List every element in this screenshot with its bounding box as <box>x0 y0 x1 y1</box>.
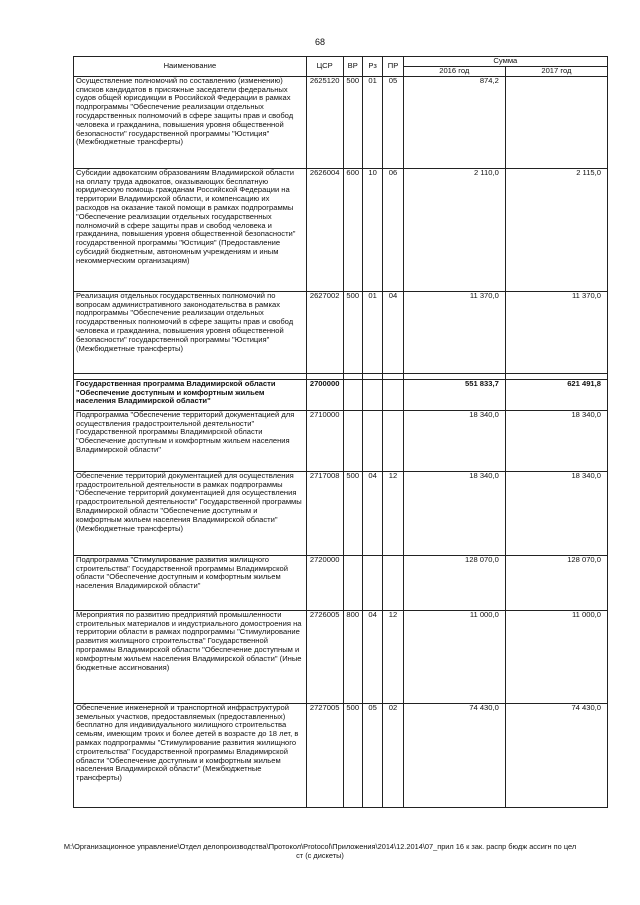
row-rz: 10 <box>362 168 382 291</box>
row-pr: 06 <box>383 168 403 291</box>
row-rz: 01 <box>362 291 382 373</box>
row-name: Мероприятия по развитию предприятий промышленности строительных материалов и индустриального домостроения на территории области в рамках подпрограммы "Стимулирование развития жилищного строительства" Государственной программы Владимирской области "Обеспечение доступным и комфортным жильем населения Владимирской области" (Иные бюджетные ассигнования) <box>74 610 307 703</box>
row-name: Реализация отдельных государственных полномочий по вопросам административного законодательства в рамках подпрограммы "Обеспечение реализации отдельных государственных полномочий в сфере защиты прав и свобод человека и гражданина, повышения уровня общественной безопасности" государственной программы "Юстиция" (Межбюджетные трансферты) <box>74 291 307 373</box>
row-2017: 11 000,0 <box>505 610 607 703</box>
row-2016: 551 833,7 <box>403 379 505 410</box>
budget-table <box>73 56 608 808</box>
row-pr: 12 <box>383 471 403 555</box>
row-pr: 02 <box>383 703 403 807</box>
row-2017: 11 370,0 <box>505 291 607 373</box>
row-2016: 18 340,0 <box>403 410 505 471</box>
row-vr: 500 <box>343 471 362 555</box>
row-2016: 11 370,0 <box>403 291 505 373</box>
row-name: Обеспечение территорий документацией для осуществления градостроительной деятельности в рамках подпрограммы "Обеспечение территорий документацией для осуществления градостроительной деятельности" Государственной программы Владимирской области "Обеспечение доступным и комфортным жильем населения Владимирской области" (Межбюджетные трансферты) <box>74 471 307 555</box>
row-pr: 12 <box>383 610 403 703</box>
table-row <box>74 555 608 610</box>
row-csr: 2726005 <box>306 610 343 703</box>
row-name: Подпрограмма "Обеспечение территорий документацией для осуществления градостроительной деятельности" Государственной программы Владимирской области "Обеспечение доступным и комфортным жильем населения Владимирской области" <box>74 410 307 471</box>
row-pr <box>383 555 403 610</box>
row-name: Государственная программа Владимирской области "Обеспечение доступным и комфортным жильем населения Владимирской области" <box>74 379 307 410</box>
row-vr: 500 <box>343 703 362 807</box>
row-vr: 500 <box>343 291 362 373</box>
header-2016: 2016 год <box>403 66 505 76</box>
row-csr: 2717008 <box>306 471 343 555</box>
header-sum: Сумма <box>403 57 607 67</box>
table-row <box>74 703 608 807</box>
row-rz: 04 <box>362 610 382 703</box>
row-vr: 800 <box>343 610 362 703</box>
row-csr: 2727005 <box>306 703 343 807</box>
row-name: Осуществление полномочий по составлению (изменению) списков кандидатов в присяжные заседатели федеральных судов общей юрисдикции в Российской Федерации в рамках подпрограммы "Обеспечение реализации отдельных государственных полномочий в сфере защиты прав и свобод человека и гражданина, повышения уровня общественной безопасности" государственной программы "Юстиция" (Межбюджетные трансферты) <box>74 76 307 168</box>
row-rz: 05 <box>362 703 382 807</box>
row-2016: 874,2 <box>403 76 505 168</box>
header-vr: ВР <box>343 57 362 77</box>
row-vr <box>343 410 362 471</box>
row-pr <box>383 379 403 410</box>
row-2017: 18 340,0 <box>505 471 607 555</box>
row-2017: 74 430,0 <box>505 703 607 807</box>
table-body <box>74 76 608 807</box>
row-2016: 2 110,0 <box>403 168 505 291</box>
row-vr: 600 <box>343 168 362 291</box>
row-rz: 04 <box>362 471 382 555</box>
row-csr: 2626004 <box>306 168 343 291</box>
table-row <box>74 291 608 373</box>
header-rz: Рз <box>362 57 382 77</box>
row-2017: 128 070,0 <box>505 555 607 610</box>
row-csr: 2710000 <box>306 410 343 471</box>
table-row <box>74 610 608 703</box>
table-row <box>74 76 608 168</box>
row-csr: 2700000 <box>306 379 343 410</box>
row-2016: 128 070,0 <box>403 555 505 610</box>
row-csr: 2625120 <box>306 76 343 168</box>
row-2016: 11 000,0 <box>403 610 505 703</box>
row-rz <box>362 410 382 471</box>
row-2017: 621 491,8 <box>505 379 607 410</box>
row-csr: 2720000 <box>306 555 343 610</box>
row-vr <box>343 379 362 410</box>
table-row <box>74 379 608 410</box>
row-pr <box>383 410 403 471</box>
row-vr <box>343 555 362 610</box>
row-2017: 2 115,0 <box>505 168 607 291</box>
row-name: Субсидии адвокатским образованиям Владимирской области на оплату труда адвокатов, оказывающих бесплатную юридическую помощь гражданам Российской Федерации на территории Владимирской области, и компенсацию их расходов на оказание такой помощи в рамках подпрограммы "Обеспечение реализации отдельных государственных полномочий в сфере защиты прав и свобод человека и гражданина, повышения уровня общественной безопасности" государственной программы "Юстиция" (Предоставление субсидий бюджетным, автономным учреждениям и иным некоммерческим организациям) <box>74 168 307 291</box>
row-pr: 05 <box>383 76 403 168</box>
row-2017 <box>505 76 607 168</box>
row-csr: 2627002 <box>306 291 343 373</box>
row-rz <box>362 379 382 410</box>
table-row <box>74 471 608 555</box>
row-rz: 01 <box>362 76 382 168</box>
row-vr: 500 <box>343 76 362 168</box>
row-name: Подпрограмма "Стимулирование развития жилищного строительства" Государственной программы Владимирской области "Обеспечение доступным и комфортным жильем населения Владимирской области" <box>74 555 307 610</box>
header-pr: ПР <box>383 57 403 77</box>
row-rz <box>362 555 382 610</box>
row-2017: 18 340,0 <box>505 410 607 471</box>
header-csr: ЦСР <box>306 57 343 77</box>
row-2016: 18 340,0 <box>403 471 505 555</box>
file-path-footer: M:\Организационное управление\Отдел делопроизводства\Протокол\Protocol\Приложения\2014\12.2014\07_прил 16 к зак. распр бюдж ассигн по цел ст (с дискеты) <box>63 842 577 860</box>
table-header <box>74 57 608 77</box>
row-pr: 04 <box>383 291 403 373</box>
page-number: 68 <box>314 37 325 47</box>
header-2017: 2017 год <box>505 66 607 76</box>
row-2016: 74 430,0 <box>403 703 505 807</box>
header-name: Наименование <box>74 57 307 77</box>
row-name: Обеспечение инженерной и транспортной инфраструктурой земельных участков, предоставляемых (предоставленных) бесплатно для индивидуального жилищного строительства семьям, имеющим троих и более детей в возрасте до 18 лет, в рамках подпрограммы "Стимулирование развития жилищного строительства" Государственной программы Владимирской области "Обеспечение доступным и комфортным жильем населения Владимирской области" (Межбюджетные трансферты) <box>74 703 307 807</box>
table-row <box>74 168 608 291</box>
table-row <box>74 410 608 471</box>
